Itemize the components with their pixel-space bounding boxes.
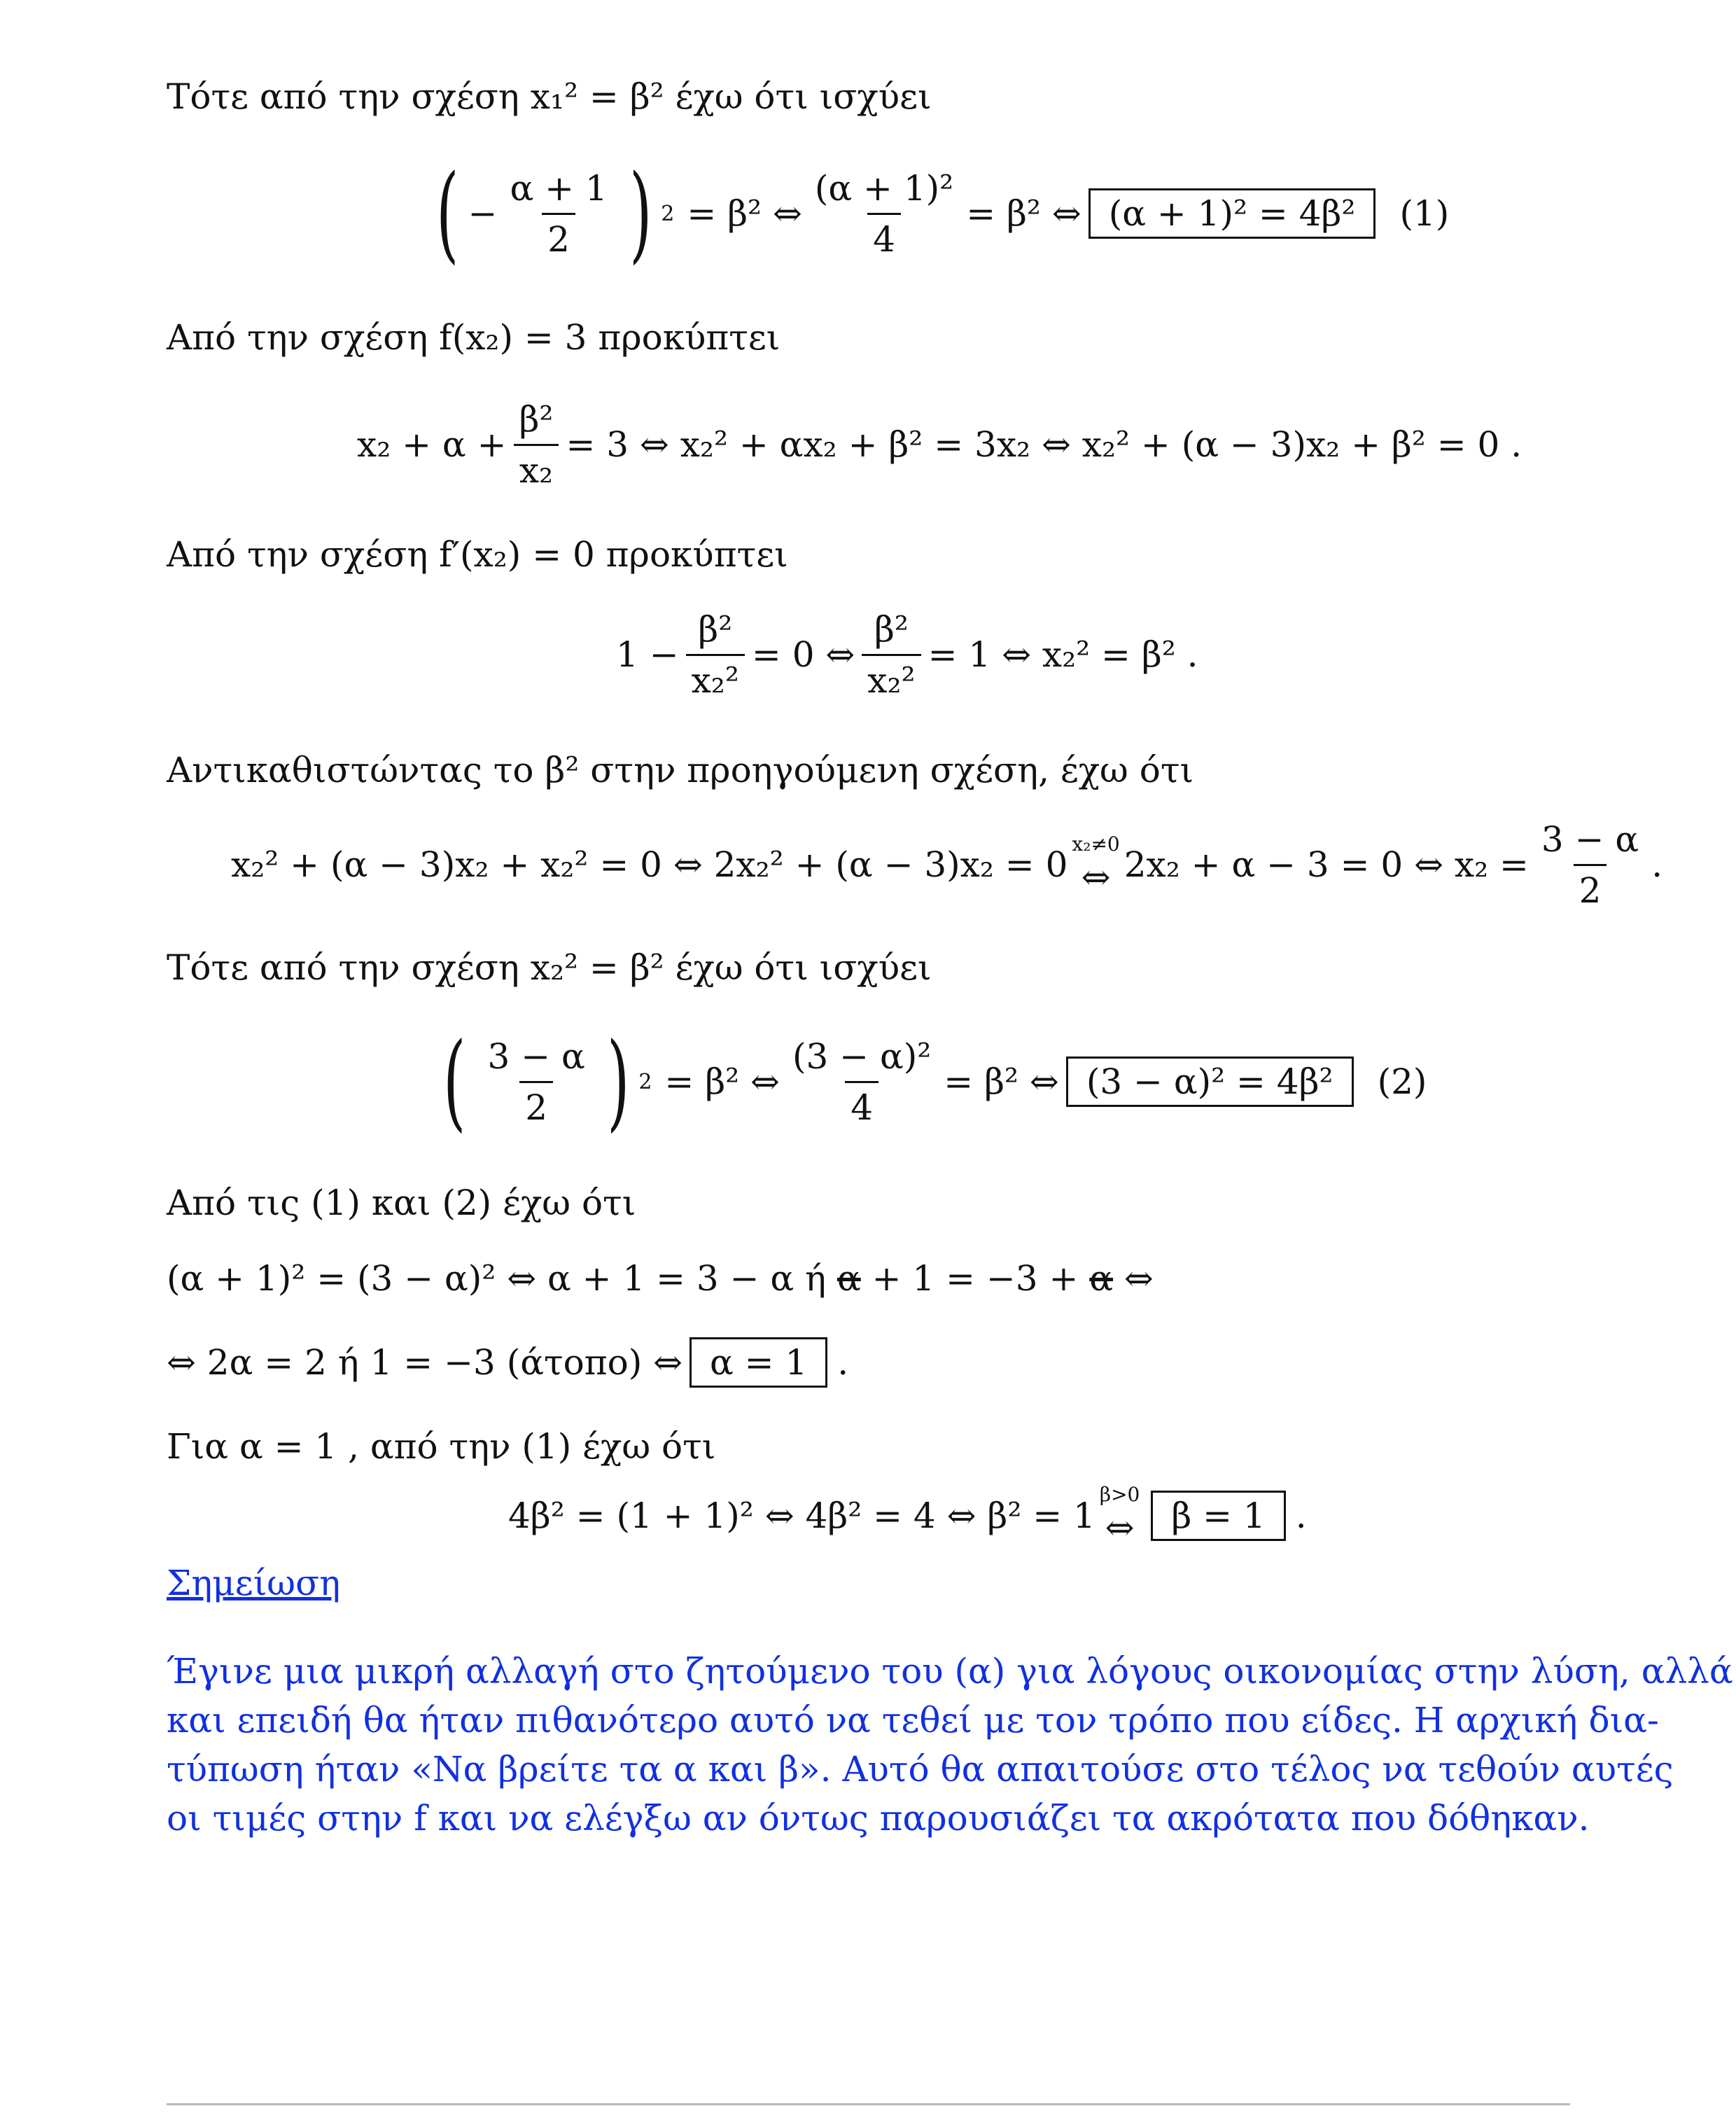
left-paren: ( (436, 153, 459, 274)
eq8-left: 4β² = (1 + 1)² ⇔ 4β² = 4 ⇔ β² = 1 (508, 1495, 1096, 1536)
eq5-exponent: 2 (638, 1069, 652, 1094)
eq1-mid1: = β² ⇔ (687, 193, 802, 234)
eq5-fraction (482, 1036, 591, 1128)
eq3-denominator: x₂² (686, 654, 745, 701)
equation-2 (357, 392, 1522, 497)
eq1-numerator-2: (α + 1)² (814, 167, 954, 209)
equation-3 (616, 602, 1198, 707)
eq5-denominator-2: 4 (845, 1081, 878, 1128)
eq6-cancelled-alpha-2: α (1089, 1258, 1114, 1299)
eq4-condition: x₂≠0 (1072, 832, 1120, 856)
eq6-part-c: ⇔ (1113, 1258, 1154, 1299)
eq1-boxed-result: (α + 1)² = 4β² (1088, 188, 1376, 239)
eq2-right: = 3 ⇔ x₂² + αx₂ + β² = 3x₂ ⇔ x₂² + (α − 3)x₂ + β² = 0 . (566, 424, 1522, 465)
eq5-numerator-2: (3 − α)² (792, 1035, 932, 1077)
eq2-fraction (513, 399, 559, 491)
right-paren: ) (629, 153, 652, 274)
note-line-4: οι τιμές στην f και να ελέγξω αν όντως παρουσιάζει τα ακρότατα που δόθηκαν. (167, 1798, 1590, 1839)
left-paren: ( (443, 1021, 466, 1143)
eq7-text: ⇔ 2α = 2 ή 1 = −3 (άτοπο) ⇔ (167, 1342, 682, 1383)
right-paren: ) (606, 1021, 630, 1143)
eq2-denominator: x₂ (514, 444, 559, 491)
text-line-6: Από τις (1) και (2) έχω ότι (167, 1183, 636, 1223)
eq4-mid: 2x₂ + α − 3 = 0 ⇔ x₂ = (1124, 844, 1529, 885)
eq4-numerator: 3 − α (1541, 818, 1639, 860)
eq5-numerator: 3 − α (487, 1035, 585, 1077)
eq6-part-b: + 1 = −3 + (860, 1258, 1090, 1299)
note-line-2: και επειδή θα ήταν πιθανότερο αυτό να τεθεί με τον τρόπο που είδες. Η αρχική δια- (167, 1700, 1659, 1741)
eq7-boxed-result: α = 1 (690, 1337, 827, 1388)
eq3-fraction-2 (862, 609, 920, 701)
eq2-numerator: β² (519, 398, 554, 440)
eq3-right: = 1 ⇔ x₂² = β² . (927, 634, 1198, 675)
eq5-boxed-result: (3 − α)² = 4β² (1066, 1056, 1354, 1107)
text-line-5: Τότε από την σχέση x₂² = β² έχω ότι ισχύει (167, 947, 932, 988)
text-line-4: Αντικαθιστώντας το β² στην προηγούμενη σχέση, έχω ότι (167, 750, 1194, 790)
eq3-denominator-2: x₂² (862, 654, 920, 701)
eq4-left: x₂² + (α − 3)x₂ + x₂² = 0 ⇔ 2x₂² + (α − 3)x₂ = 0 (231, 844, 1068, 885)
eq6-part-a: (α + 1)² = (3 − α)² ⇔ α + 1 = 3 − α ή (167, 1258, 837, 1299)
eq1-fraction-2 (809, 168, 959, 260)
eq1-mid2: = β² ⇔ (966, 193, 1082, 234)
text-line-3: Από την σχέση f′(x₂) = 0 προκύπτει (167, 534, 788, 575)
eq5-denominator: 2 (519, 1081, 553, 1128)
eq5-fraction-2 (787, 1036, 937, 1128)
eq2-left: x₂ + α + (357, 424, 507, 465)
note-title: Σημείωση (167, 1563, 341, 1603)
equation-5 (434, 1021, 1427, 1143)
eq8-boxed-result: β = 1 (1151, 1491, 1285, 1541)
eq8-arrow: ⇔ (1105, 1507, 1135, 1548)
equation-6 (167, 1257, 1154, 1299)
equation-4 (231, 812, 1662, 917)
equation-8 (508, 1483, 1307, 1548)
eq5-tag: (2) (1377, 1061, 1427, 1102)
note-line-1: Έγινε μια μικρή αλλαγή στο ζητούμενο του (α) για λόγους οικονομίας στην λύση, αλλά (167, 1651, 1733, 1692)
eq5-mid2: = β² ⇔ (944, 1061, 1059, 1102)
text-line-1: Τότε από την σχέση x₁² = β² έχω ότι ισχύει (167, 76, 932, 117)
eq1-denominator: 2 (542, 213, 575, 260)
note-line-3: τύπωση ήταν «Να βρείτε τα α και β». Αυτό θα απαιτούσε στο τέλος να τεθούν αυτές (167, 1749, 1674, 1790)
eq1-minus: − (468, 193, 498, 234)
eq4-arrow: ⇔ (1081, 856, 1111, 898)
text-line-2: Από την σχέση f(x₂) = 3 προκύπτει (167, 317, 780, 358)
eq3-numerator: β² (698, 608, 733, 650)
footer-divider (167, 2103, 1570, 2105)
eq1-tag: (1) (1399, 193, 1450, 234)
note-body (167, 1647, 1733, 1843)
text-line-7: Για α = 1 , από την (1) έχω ότι (167, 1426, 716, 1467)
eq1-fraction (504, 168, 612, 260)
eq5-mid1: = β² ⇔ (664, 1061, 780, 1102)
eq3-mid: = 0 ⇔ (751, 634, 855, 675)
eq1-exponent: 2 (661, 201, 675, 226)
eq4-end: . (1651, 844, 1663, 885)
eq6-cancelled-alpha-1: α (836, 1258, 861, 1299)
equation-7 (167, 1337, 848, 1388)
eq7-end: . (837, 1342, 849, 1383)
eq3-fraction (686, 609, 745, 701)
eq3-numerator-2: β² (874, 608, 909, 650)
eq4-fraction (1536, 819, 1644, 911)
equation-1 (427, 153, 1450, 274)
eq3-left: 1 − (616, 634, 679, 675)
eq8-condition: β>0 (1099, 1483, 1140, 1506)
eq1-numerator: α + 1 (510, 167, 608, 209)
eq1-denominator-2: 4 (867, 213, 901, 260)
eq8-end: . (1295, 1495, 1307, 1536)
eq4-conditional-arrow (1072, 832, 1119, 898)
eq8-conditional-arrow (1100, 1483, 1140, 1548)
eq4-denominator: 2 (1574, 864, 1607, 911)
